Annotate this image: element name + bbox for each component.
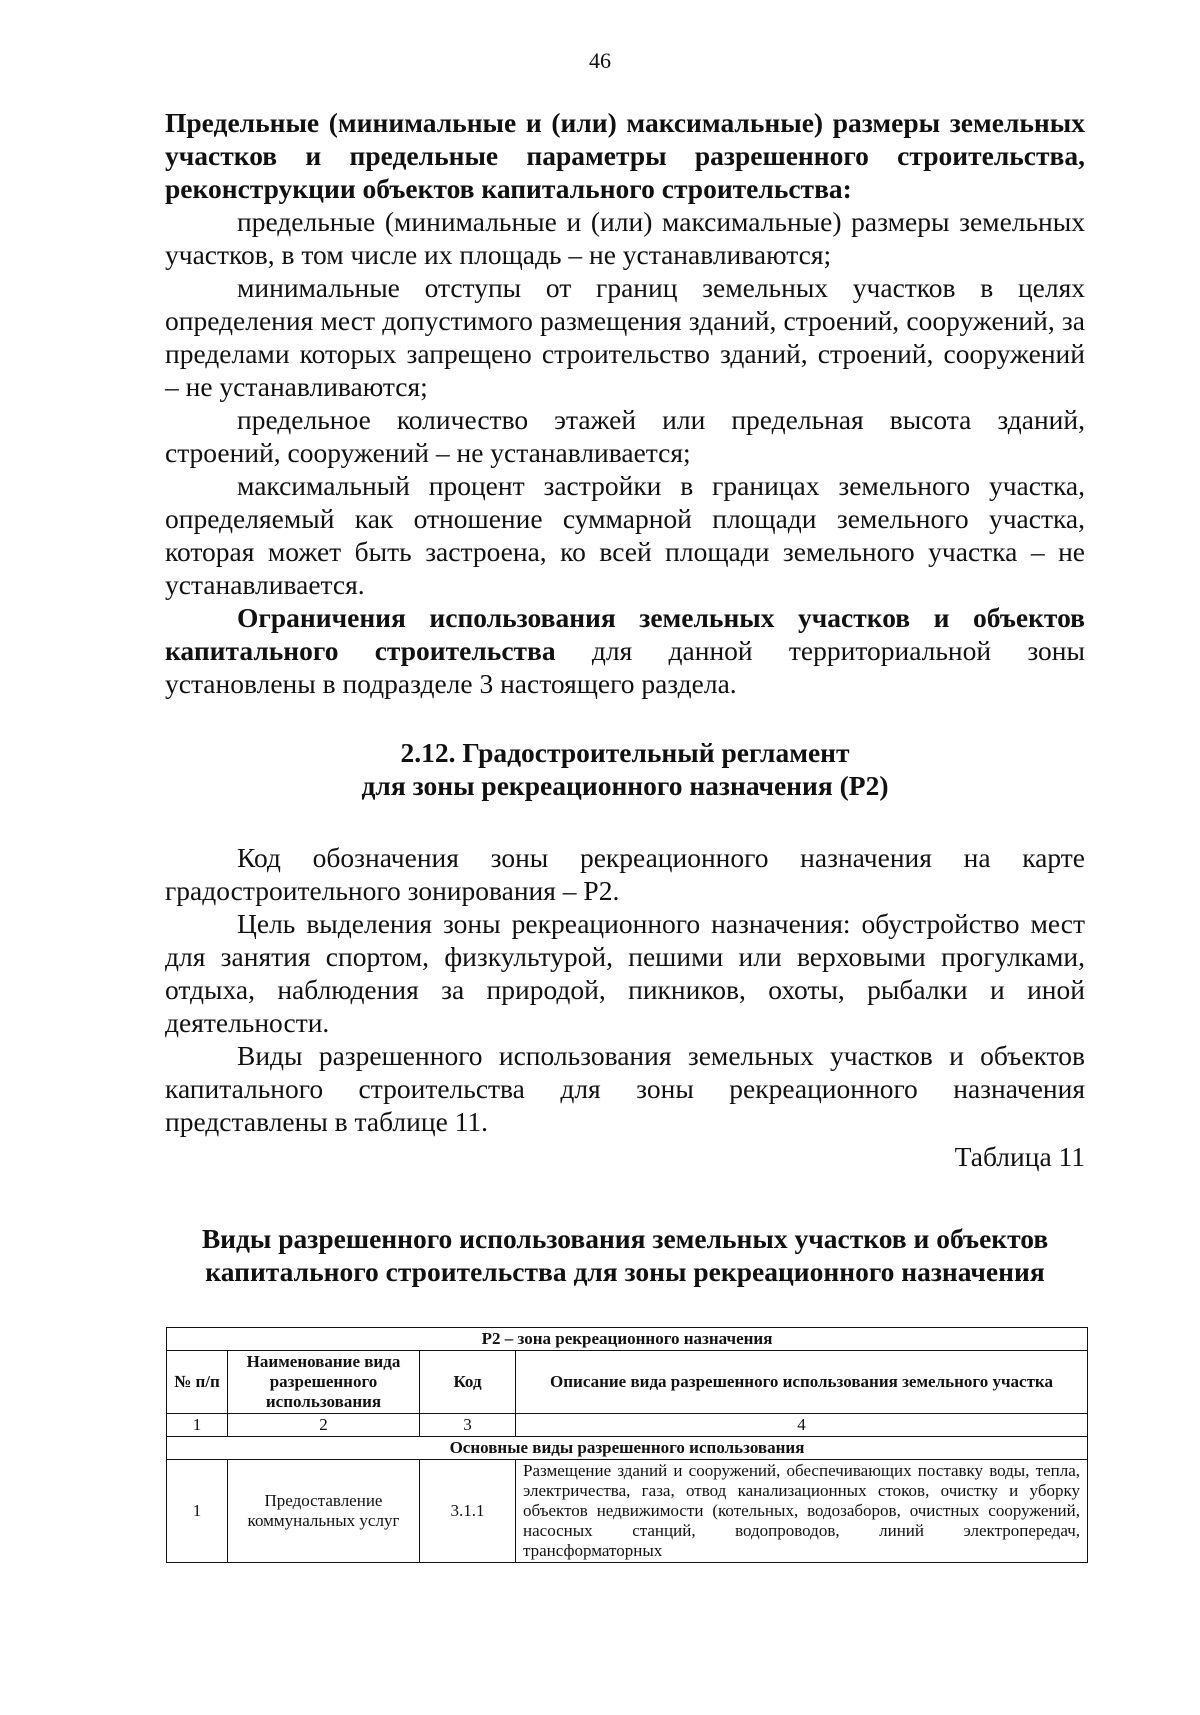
table-label: Таблица 11: [954, 1141, 1085, 1172]
table-row: [167, 1460, 1088, 1563]
zone-purpose-paragraph: Цель выделения зоны рекреационного назначения: обустройство мест для занятия спортом, физкультурой, пешими или верховыми прогулками, отдыха, наблюдения за природой, пикников, охоты, рыбалки и иной деятельности.: [165, 908, 1085, 1038]
row-name: Предоставление коммунальных услуг: [228, 1460, 420, 1563]
parameter-item-3: предельное количество этажей или предельная высота зданий, строений, сооружений – не устанавливается;: [165, 404, 1085, 468]
table-zone-header-row: [167, 1328, 1088, 1351]
zone-code-paragraph: Код обозначения зоны рекреационного назначения на карте градостроительного зонирования – Р2.: [165, 842, 1085, 906]
column-number-2: 2: [228, 1414, 420, 1437]
table-column-number-row: [167, 1414, 1088, 1437]
row-num: 1: [167, 1460, 228, 1563]
column-number-4: 4: [516, 1414, 1088, 1437]
table-group-header: Основные виды разрешенного использования: [167, 1437, 1088, 1460]
restrictions-paragraph: [165, 601, 1085, 700]
section-title-line-2: для зоны рекреационного назначения (Р2): [361, 770, 889, 801]
row-code: 3.1.1: [420, 1460, 516, 1563]
table-title-line-2: капитального строительства для зоны рекреационного назначения: [205, 1256, 1045, 1287]
restrictions-rest: для данной территориальной зоны установлены в подразделе 3 настоящего раздела.: [165, 635, 1085, 699]
table-title: [165, 1222, 1085, 1288]
section-title-line-1: 2.12. Градостроительный регламент: [400, 737, 850, 768]
restrictions-bold: Ограничения использования земельных участков и объектов капитального строительства: [165, 602, 1085, 666]
parameter-item-4: максимальный процент застройки в границах земельного участка, определяемый как отношение суммарной площади земельного участка, которая может быть застроена, ко всей площади земельного участка – не устанавливается.: [165, 470, 1085, 600]
column-header-code: Код: [420, 1351, 516, 1414]
document-body: [165, 106, 1085, 1288]
column-header-description: Описание вида разрешенного использования земельного участка: [516, 1351, 1088, 1414]
table-column-header-row: [167, 1351, 1088, 1414]
zone-table-ref-paragraph: Виды разрешенного использования земельных участков и объектов капитального строительства для зоны рекреационного назначения представлены в таблице 11.: [165, 1040, 1085, 1137]
row-description: Размещение зданий и сооружений, обеспечивающих поставку воды, тепла, электричества, газа, отвод канализационных стоков, очистку и уборку объектов недвижимости (котельных, водозаборов, очистных сооружений, насосных станций, водопроводов, линий электропередач, трансформаторных: [516, 1460, 1088, 1563]
permitted-use-table: [166, 1327, 1088, 1563]
parameters-heading: Предельные (минимальные и (или) максимальные) размеры земельных участков и предельные параметры разрешенного строительства, реконструкции объектов капитального строительства:: [165, 107, 1085, 204]
parameter-item-2: минимальные отступы от границ земельных участков в целях определения мест допустимого размещения зданий, строений, сооружений, за пределами которых запрещено строительство зданий, строений, сооружений – не устанавливаются;: [165, 272, 1085, 402]
table-title-line-1: Виды разрешенного использования земельных участков и объектов: [201, 1223, 1049, 1254]
section-title: [165, 736, 1085, 802]
table-zone-header: Р2 – зона рекреационного назначения: [167, 1328, 1088, 1351]
column-number-3: 3: [420, 1414, 516, 1437]
table-group-header-row: [167, 1437, 1088, 1460]
page-number: 46: [589, 48, 611, 73]
column-header-name: Наименование вида разрешенного использования: [228, 1351, 420, 1414]
parameter-item-1: предельные (минимальные и (или) максимальные) размеры земельных участков, в том числе их площадь – не устанавливаются;: [165, 206, 1085, 270]
column-header-num: № п/п: [167, 1351, 228, 1414]
column-number-1: 1: [167, 1414, 228, 1437]
